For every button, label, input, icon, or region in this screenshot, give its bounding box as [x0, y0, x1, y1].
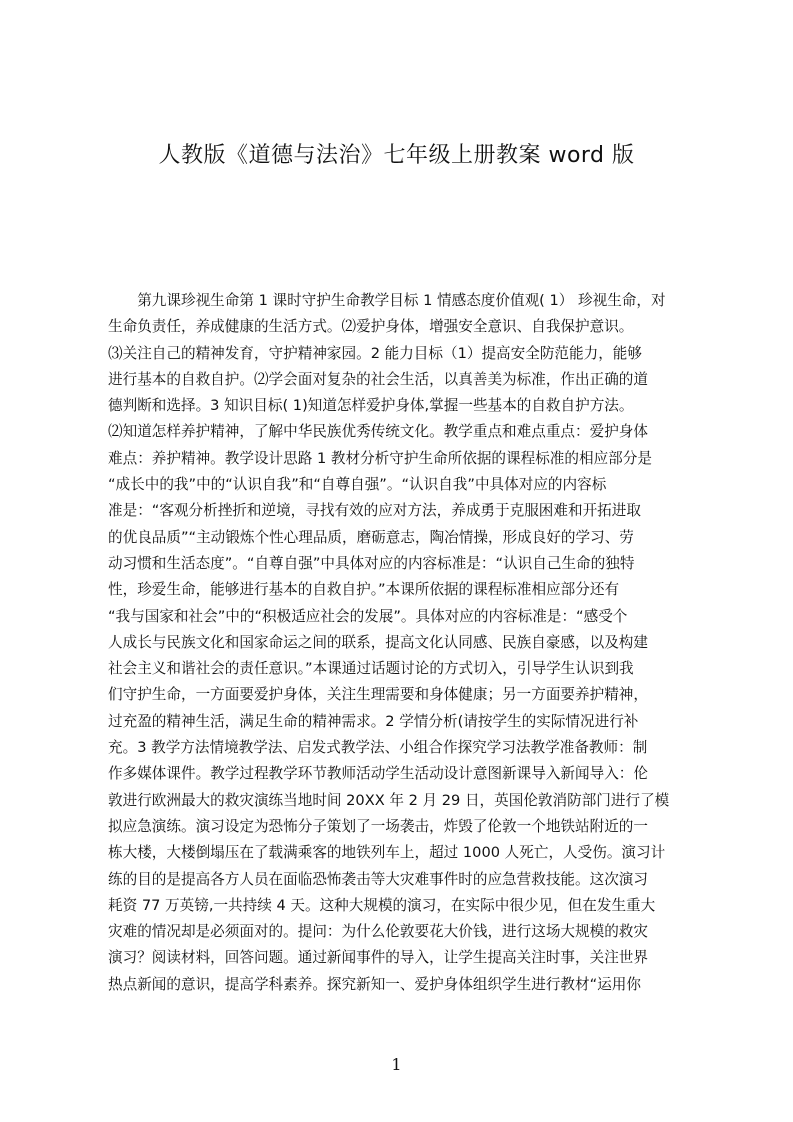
body-line: 耗资 77 万英镑,一共持续 4 天。这种大规模的演习，在实际中很少见，但在发生重大 [108, 896, 656, 914]
body-line: 德判断和选择。3 知识目标( 1)知道怎样爱护身体,掌握一些基本的自救自护方法。 [108, 397, 634, 415]
body-line: 社会主义和谐社会的责任意识。”本课通过话题讨论的方式切入，引导学生认识到我 [108, 660, 634, 678]
body-line: “成长中的我”中的“认识自我”和“自尊自强”。“认识自我”中具体对应的内容标 [108, 476, 607, 494]
body-line: 进行基本的自救自护。⑵学会面对复杂的社会生活，以真善美为标准，作出正确的道 [108, 370, 648, 388]
body-line: 人成长与民族文化和国家命运之间的联系，提高文化认同感、民族自豪感，以及构建 [108, 633, 648, 651]
page-number: 1 [391, 1055, 402, 1074]
body-line: “我与国家和社会”中的“积极适应社会的发展”。具体对应的内容标准是：“感受个 [108, 607, 628, 625]
body-line: ⑵知道怎样养护精神，了解中华民族优秀传统文化。教学重点和难点重点：爱护身体 [108, 423, 648, 441]
body-line: 动习惯和生活态度”。“自尊自强”中具体对应的内容标准是：“认识自己生命的独特 [108, 554, 635, 572]
body-line: 性，珍爱生命，能够进行基本的自救自护。”本课所依据的课程标准相应部分还有 [108, 581, 620, 599]
body-line: 的优良品质”“主动锻炼个性心理品质，磨砺意志，陶冶情操，形成良好的学习、劳 [108, 528, 634, 546]
body-line: 栋大楼，大楼倒塌压在了载满乘客的地铁列车上，超过 1000 人死亡，人受伤。演习计 [108, 844, 666, 862]
body-line: 充。3 教学方法情境教学法、启发式教学法、小组合作探究学习法教学准备教师：制 [108, 739, 648, 757]
body-line: 灾难的情况却是必须面对的。提问：为什么伦敦要花大价钱，进行这场大规模的救灾 [108, 923, 648, 941]
body-line: 练的目的是提高各方人员在面临恐怖袭击等大灾难事件时的应急营救技能。这次演习 [108, 870, 648, 888]
body-line: ⑶关注自己的精神发育，守护精神家园。2 能力目标（1）提高安全防范能力，能够 [108, 344, 642, 362]
document-body [108, 288, 696, 998]
body-line: 拟应急演练。演习设定为恐怖分子策划了一场袭击，炸毁了伦敦一个地铁站附近的一 [108, 817, 648, 835]
body-line: 过充盈的精神生活，满足生命的精神需求。2 学情分析(请按学生的实际情况进行补 [108, 712, 639, 730]
document-title: 人教版《道德与法治》七年级上册教案 word 版 [158, 143, 635, 168]
body-line: 热点新闻的意识，提高学科素养。探究新知一、爱护身体组织学生进行教材“运用你 [108, 975, 641, 993]
body-line: 第九课珍视生命第 1 课时守护生命教学目标 1 情感态度价值观( 1） 珍视生命，对 [108, 292, 666, 309]
body-line: 准是：“客观分析挫折和逆境，寻找有效的应对方法，养成勇于克服困难和开拓进取 [108, 502, 641, 520]
body-line: 作多媒体课件。教学过程教学环节教师活动学生活动设计意图新课导入新闻导入：伦 [108, 765, 648, 783]
body-line: 演习？阅读材料，回答问题。通过新闻事件的导入，让学生提高关注时事，关注世界 [108, 949, 648, 967]
body-line: 敦进行欧洲最大的救灾演练当地时间 20XX 年 2 月 29 日，英国伦敦消防部门进行了模 [108, 791, 670, 809]
body-line: 难点：养护精神。教学设计思路 1 教材分析守护生命所依据的课程标准的相应部分是 [108, 449, 652, 467]
body-line: 们守护生命，一方面要爱护身体，关注生理需要和身体健康；另一方面要养护精神， [108, 686, 648, 704]
body-line: 生命负责任，养成健康的生活方式。⑵爱护身体，增强安全意识、自我保护意识。 [108, 318, 634, 336]
